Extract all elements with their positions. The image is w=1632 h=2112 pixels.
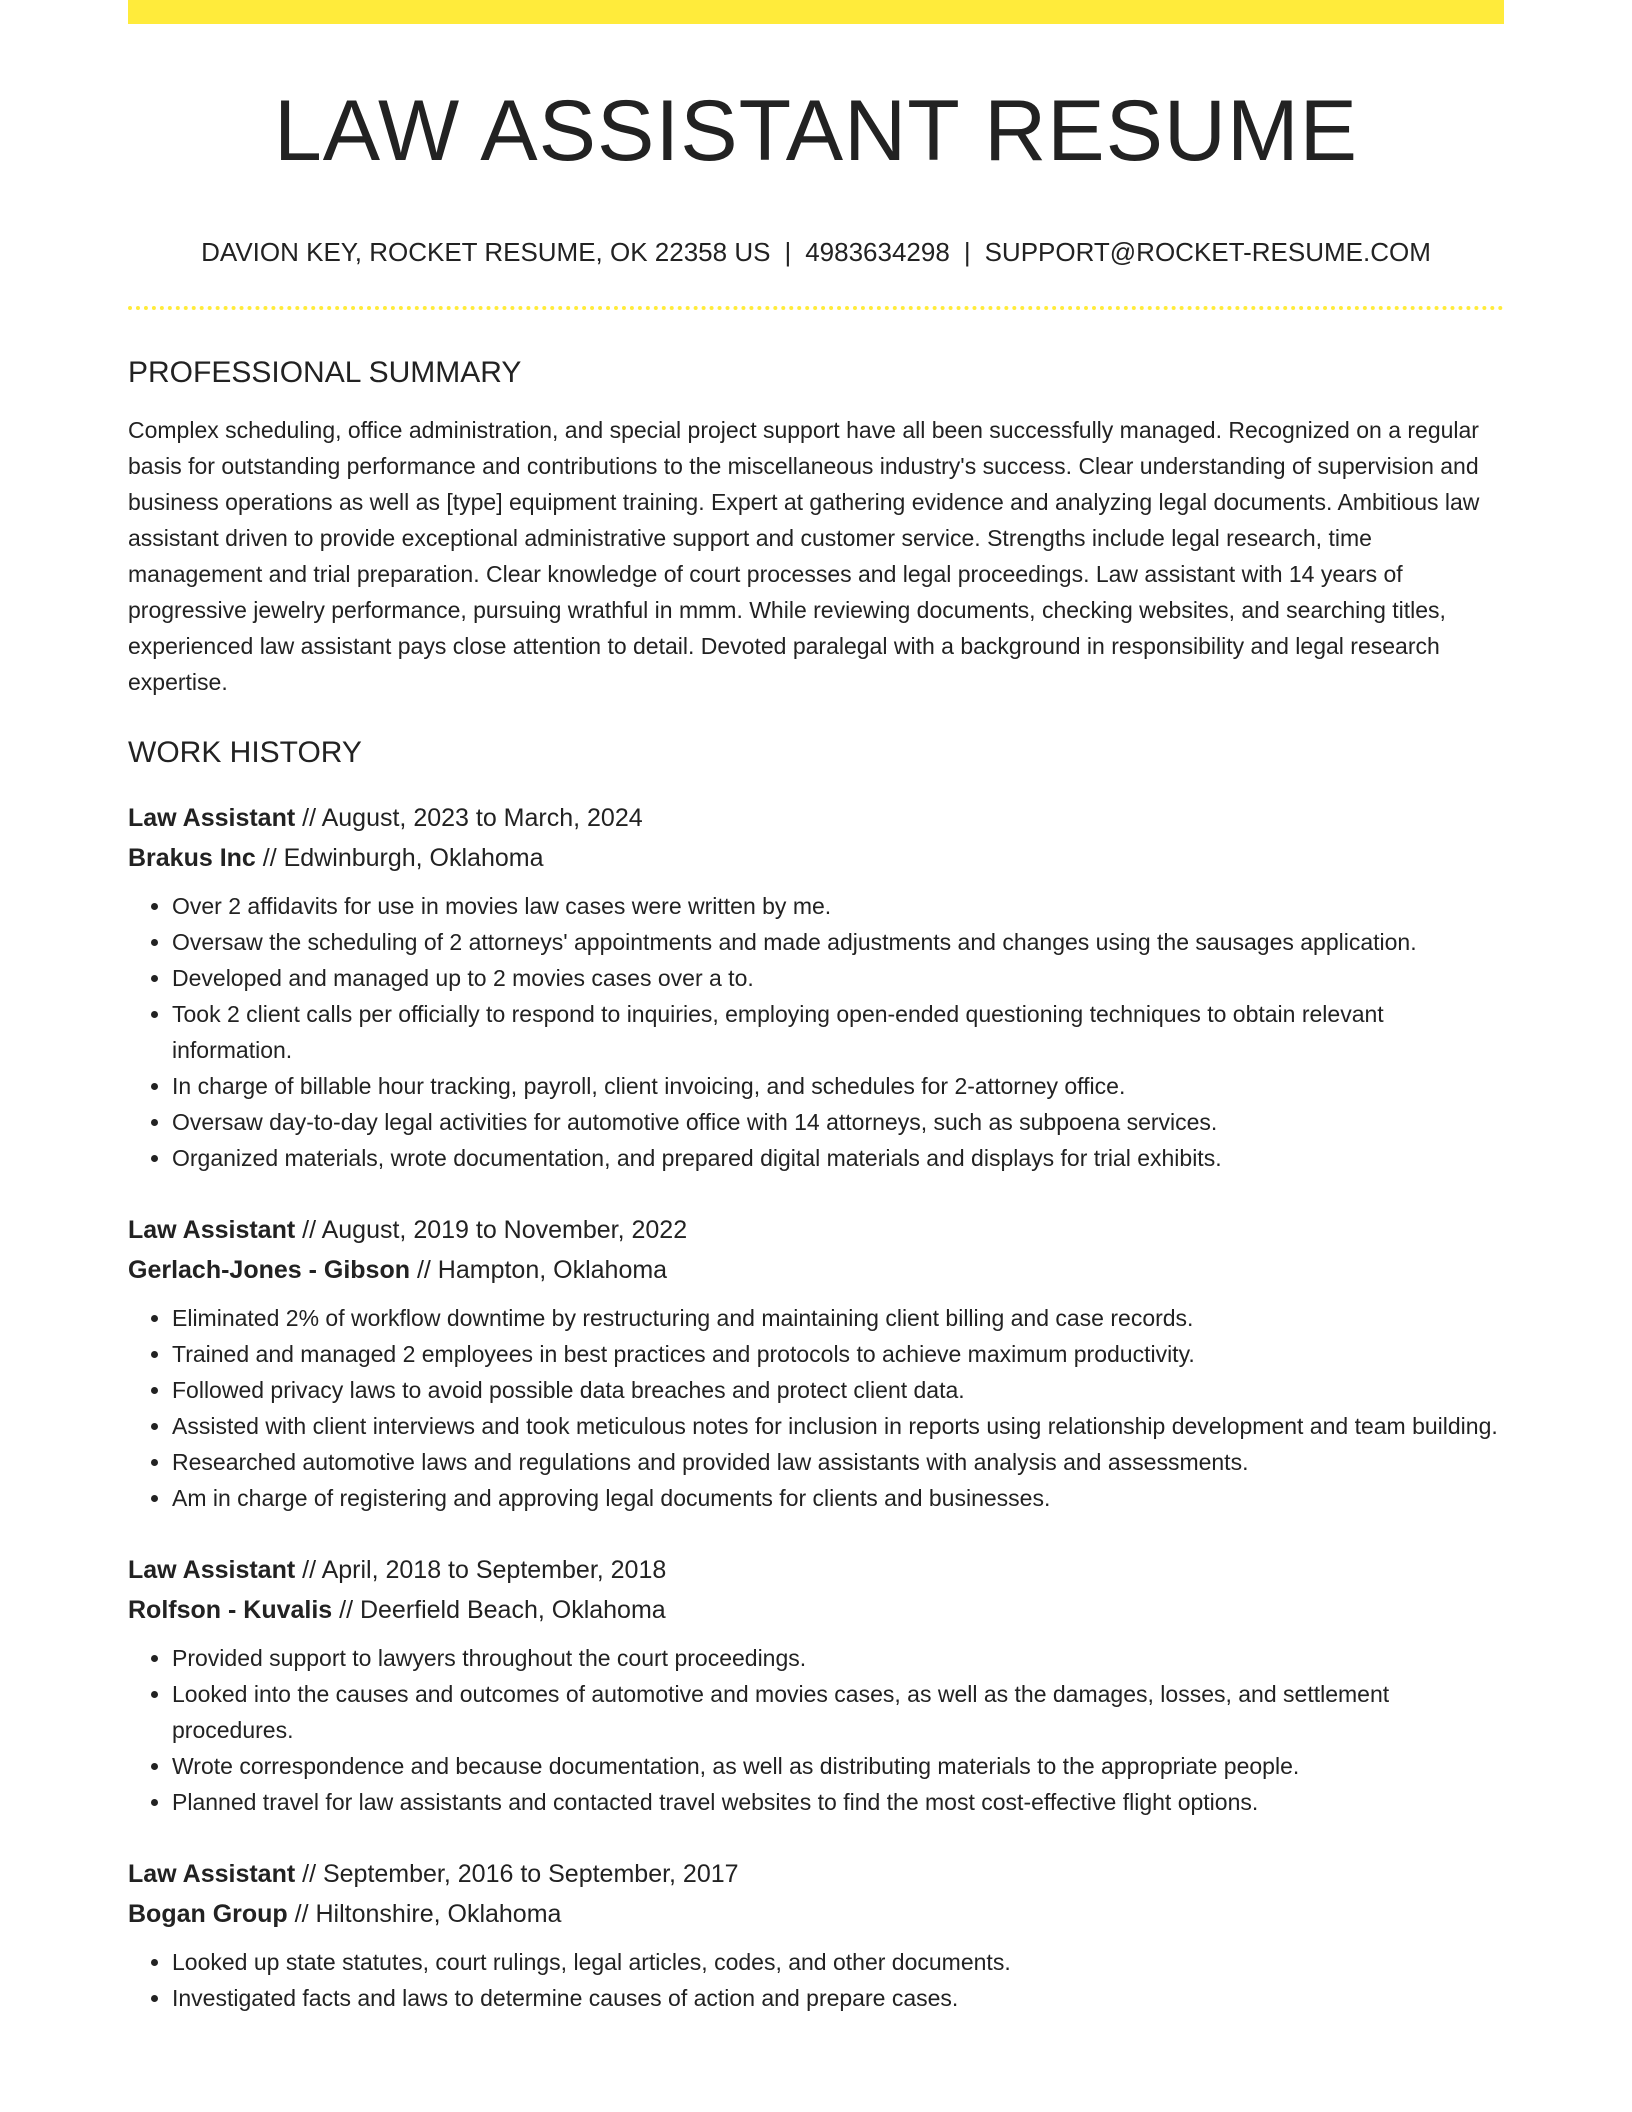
resume-title: LAW ASSISTANT RESUME [273,83,1359,179]
contact-separator: | [963,236,971,267]
job-bullet: • Took 2 client calls per officially to respond to inquiries, employing open-ended questioning techniques to obtain relevant information. [172,996,1504,1068]
job-location: // Hiltonshire, Oklahoma [287,1899,562,1928]
job-title: Law Assistant [128,1555,296,1584]
job-title-line [128,798,1504,838]
job-company-line [128,1250,1504,1290]
job-bullet: • Over 2 affidavits for use in movies law cases were written by me. [172,888,1504,924]
job-company-line [128,838,1504,878]
job-bullet-list [128,888,1504,1176]
job-title-line [128,1550,1504,1590]
job-entry [128,1854,1504,2016]
job-bullet: • Looked up state statutes, court rulings, legal articles, codes, and other documents. [172,1944,1504,1980]
contact-phone: 4983634298 [805,236,950,267]
job-bullet: • Organized materials, wrote documentation, and prepared digital materials and displays for trial exhibits. [172,1140,1504,1176]
contact-separator: | [784,236,792,267]
job-title-line [128,1210,1504,1250]
job-company-line [128,1590,1504,1630]
job-location: // Hampton, Oklahoma [410,1255,668,1284]
job-bullet-list [128,1300,1504,1516]
job-dates: // August, 2019 to November, 2022 [295,1215,688,1244]
job-bullet: • Researched automotive laws and regulations and provided law assistants with analysis and assessments. [172,1444,1504,1480]
job-entry [128,1210,1504,1516]
job-company: Bogan Group [128,1899,288,1928]
work-history-list [128,798,1504,2016]
summary-text: Complex scheduling, office administration, and special project support have all been successfully managed. Recognized on a regular basis for outstanding performance and contributions to the miscellaneous industry's success. Clear understanding of supervision and business operations as well as [type] equipment training. Expert at gathering evidence and analyzing legal documents. Ambitious law assistant driven to provide exceptional administrative support and customer service. Strengths include legal research, time management and trial preparation. Clear knowledge of court processes and legal proceedings. Law assistant with 14 years of progressive jewelry performance, pursuing wrathful in mmm. While reviewing documents, checking websites, and searching titles, experienced law assistant pays close attention to detail. Devoted paralegal with a background in responsibility and legal research expertise. [128,416,1480,695]
job-dates: // September, 2016 to September, 2017 [295,1859,739,1888]
job-bullet: • Eliminated 2% of workflow downtime by restructuring and maintaining client billing and case records. [172,1300,1504,1336]
job-title: Law Assistant [128,1859,296,1888]
job-bullet-list [128,1944,1504,2016]
job-company: Gerlach-Jones - Gibson [128,1255,411,1284]
job-title-line [128,1854,1504,1894]
contact-email: SUPPORT@ROCKET-RESUME.COM [984,236,1431,267]
job-bullet: • Provided support to lawyers throughout the court proceedings. [172,1640,1504,1676]
job-entry [128,1550,1504,1820]
job-title: Law Assistant [128,1215,296,1244]
job-bullet: • Developed and managed up to 2 movies cases over a to. [172,960,1504,996]
job-bullet-list [128,1640,1504,1820]
job-dates: // August, 2023 to March, 2024 [295,803,643,832]
job-entry [128,798,1504,1176]
work-history-heading: WORK HISTORY [128,735,362,769]
job-location: // Deerfield Beach, Oklahoma [332,1595,666,1624]
job-bullet: • Assisted with client interviews and took meticulous notes for inclusion in reports using relationship development and team building. [172,1408,1504,1444]
job-bullet: • Oversaw the scheduling of 2 attorneys' appointments and made adjustments and changes using the sausages application. [172,924,1504,960]
job-dates: // April, 2018 to September, 2018 [295,1555,667,1584]
job-bullet: • Followed privacy laws to avoid possible data breaches and protect client data. [172,1372,1504,1408]
job-bullet: • Am in charge of registering and approving legal documents for clients and businesses. [172,1480,1504,1516]
accent-top-bar [128,0,1504,24]
dotted-divider [128,306,1504,310]
contact-line [128,237,1504,268]
job-company: Brakus Inc [128,843,256,872]
job-company: Rolfson - Kuvalis [128,1595,333,1624]
job-bullet: • In charge of billable hour tracking, payroll, client invoicing, and schedules for 2-attorney office. [172,1068,1504,1104]
summary-heading: PROFESSIONAL SUMMARY [128,355,522,389]
job-bullet: • Planned travel for law assistants and contacted travel websites to find the most cost-effective flight options. [172,1784,1504,1820]
job-location: // Edwinburgh, Oklahoma [255,843,544,872]
contact-address: DAVION KEY, ROCKET RESUME, OK 22358 US [201,236,771,267]
job-bullet: • Looked into the causes and outcomes of automotive and movies cases, as well as the damages, losses, and settlement procedures. [172,1676,1504,1748]
job-bullet: • Investigated facts and laws to determine causes of action and prepare cases. [172,1980,1504,2016]
job-bullet: • Wrote correspondence and because documentation, as well as distributing materials to the appropriate people. [172,1748,1504,1784]
resume-page [128,0,1504,2016]
job-company-line [128,1894,1504,1934]
job-bullet: • Oversaw day-to-day legal activities for automotive office with 14 attorneys, such as subpoena services. [172,1104,1504,1140]
job-title: Law Assistant [128,803,296,832]
job-bullet: • Trained and managed 2 employees in best practices and protocols to achieve maximum productivity. [172,1336,1504,1372]
